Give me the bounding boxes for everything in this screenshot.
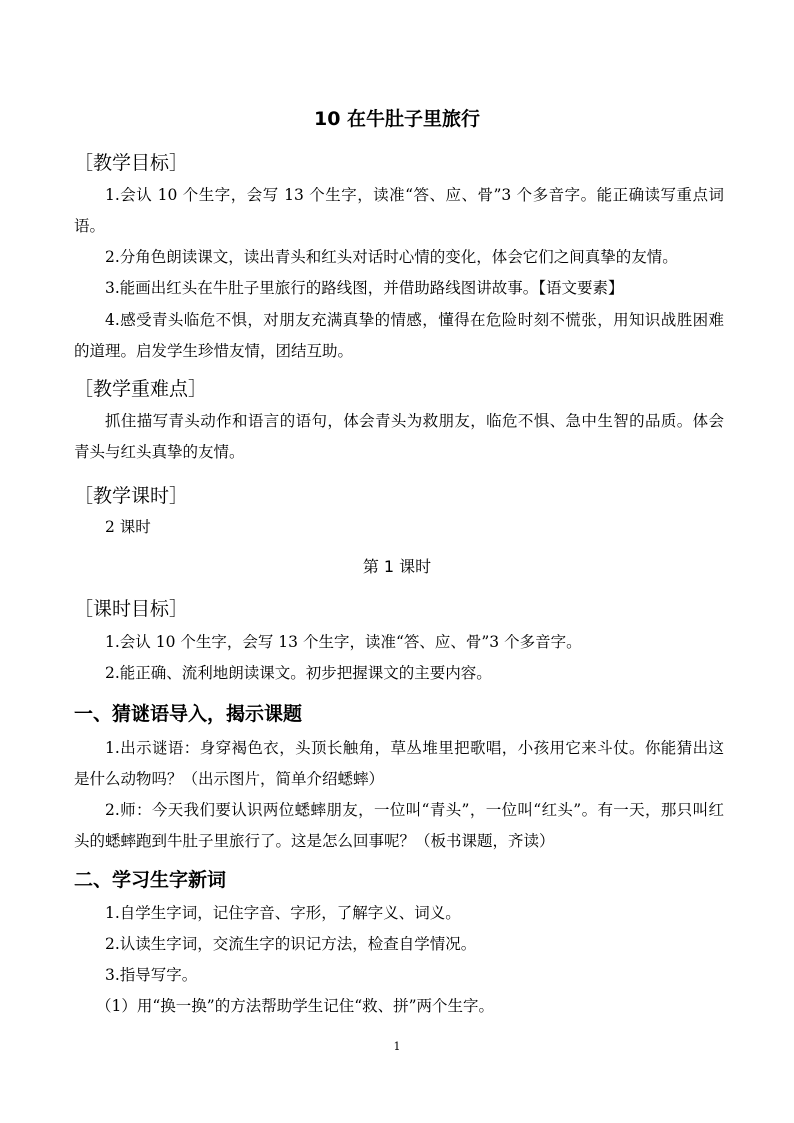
lesson-1-heading: 第 1 课时 — [362, 557, 432, 576]
part2-item-3: 3.指导写字。 — [105, 966, 198, 984]
lesson-goal-1: 1.会认 10 个生字，会写 13 个生字，读准“答、应、骨”3 个多音字。 — [105, 633, 582, 651]
teaching-hours-text: 2 课时 — [105, 518, 151, 536]
heading-part-2: 二、学习生字新词 — [74, 869, 227, 891]
page-title: 10 在牛肚子里旅行 — [313, 108, 481, 130]
heading-lesson-goals: ［课时目标］ — [74, 598, 189, 620]
heading-part-1: 一、猜谜语导入，揭示课题 — [74, 703, 303, 725]
goal-item-2: 2.分角色朗读课文，读出青头和红头对话时心情的变化，体会它们之间真挚的友情。 — [105, 248, 678, 266]
heading-key-points: ［教学重难点］ — [74, 378, 208, 400]
part2-item-2: 2.认读生字词，交流生字的识记方法，检查自学情况。 — [105, 935, 477, 953]
heading-teaching-goals: ［教学目标］ — [74, 152, 189, 174]
heading-teaching-hours: ［教学课时］ — [74, 485, 189, 507]
goal-item-1: 1.会认 10 个生字，会写 13 个生字，读准“答、应、骨”3 个多音字。能正确读写重点词语。 — [74, 186, 724, 235]
part2-item-4: （1）用“换一换”的方法帮助学生记住“救、拼”两个生字。 — [96, 997, 495, 1015]
part1-item-2: 2.师：今天我们要认识两位蟋蟀朋友，一位叫“青头”，一位叫“红头”。有一天，那只叫红头的蟋蟀跑到牛肚子里旅行了。这是怎么回事呢？（板书课题，齐读） — [74, 801, 724, 850]
goal-item-3: 3.能画出红头在牛肚子里旅行的路线图，并借助路线图讲故事。【语文要素】 — [105, 279, 624, 297]
goal-item-4: 4.感受青头临危不惧，对朋友充满真挚的情感，懂得在危险时刻不慌张，用知识战胜困难的道理。启发学生珍惜友情，团结互助。 — [74, 311, 724, 360]
part2-item-1: 1.自学生字词，记住字音、字形，了解字义、词义。 — [105, 904, 461, 922]
part1-item-1: 1.出示谜语：身穿褐色衣，头顶长触角，草丛堆里把歌唱，小孩用它来斗仗。你能猜出这是什么动物吗？（出示图片，简单介绍蟋蟀） — [74, 739, 724, 788]
lesson-goal-2: 2.能正确、流利地朗读课文。初步把握课文的主要内容。 — [105, 664, 492, 682]
key-points-text: 抓住描写青头动作和语言的语句，体会青头为救朋友，临危不惧、急中生智的品质。体会青头与红头真挚的友情。 — [74, 412, 724, 461]
page-number: 1 — [393, 1040, 401, 1053]
